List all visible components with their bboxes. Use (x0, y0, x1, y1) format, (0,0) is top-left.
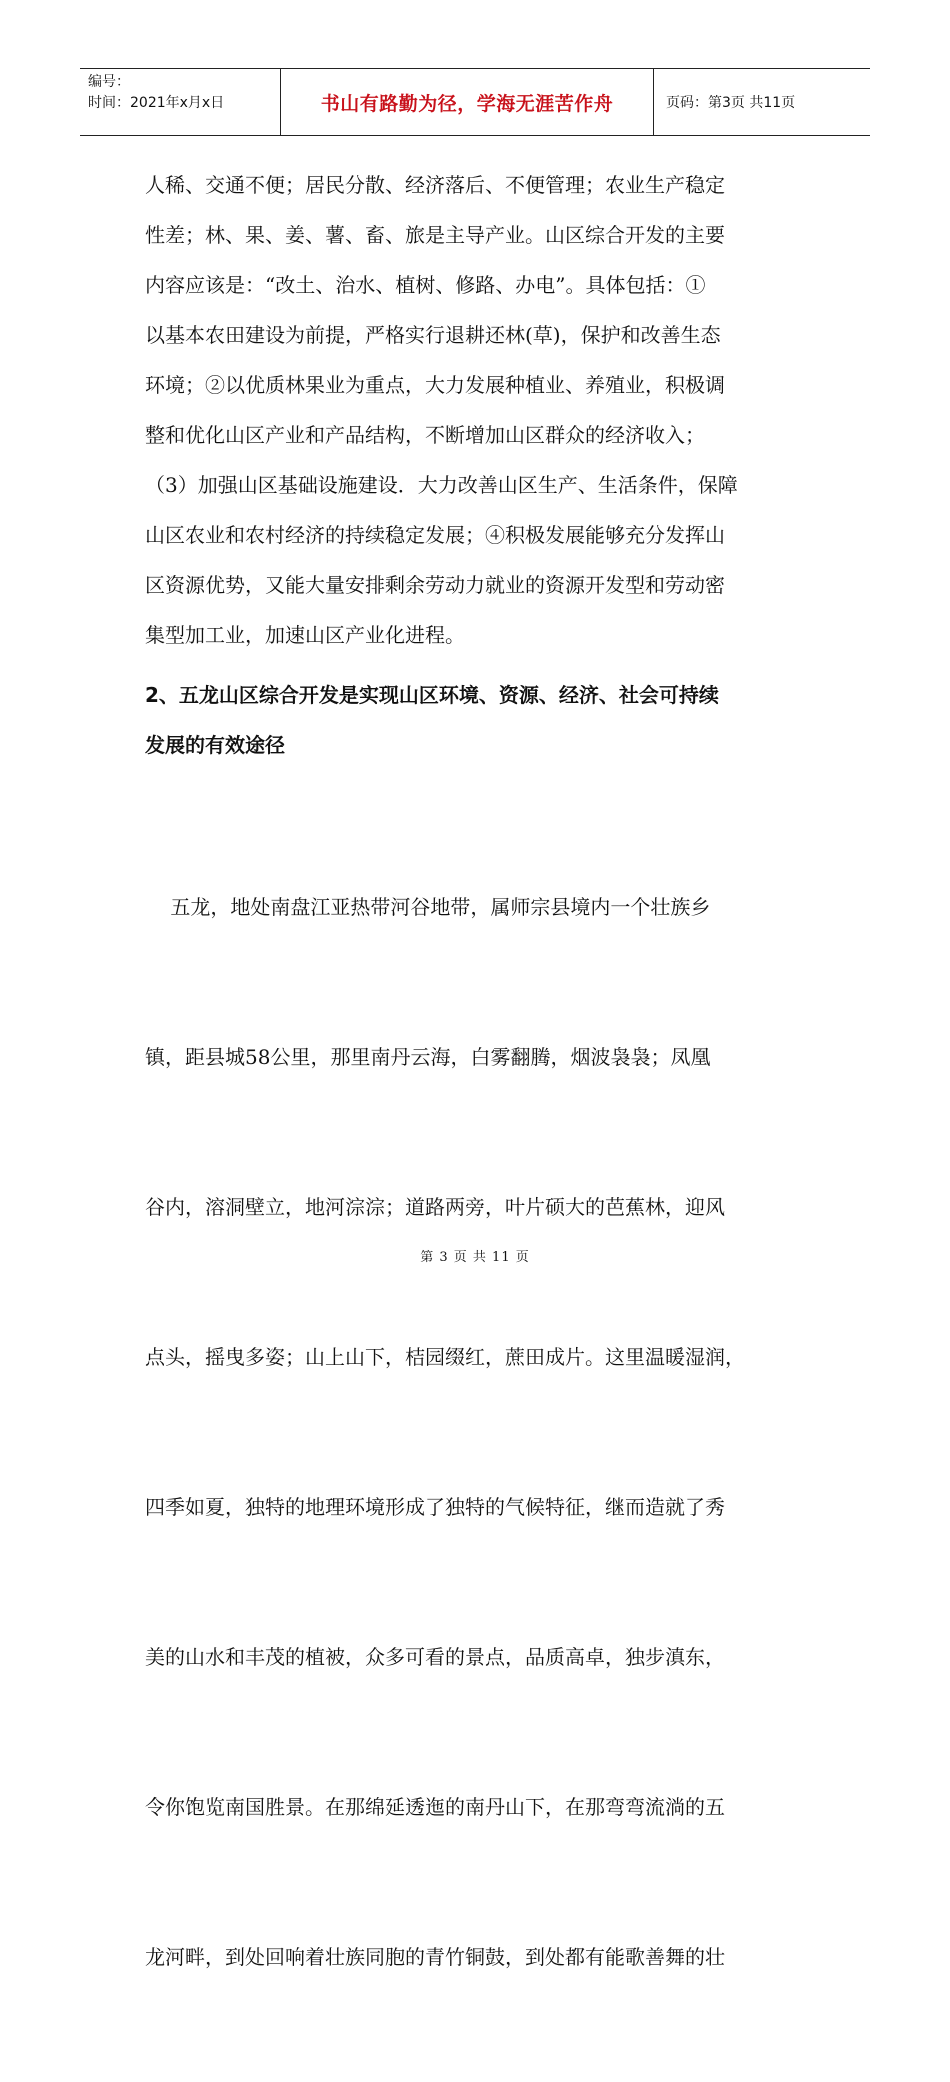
text-line: 以基本农田建设为前提，严格实行退耕还林(草)，保护和改善生态 (145, 323, 721, 347)
header-motto: 书山有路勤为径，学海无涯苦作舟 (320, 92, 614, 115)
text-line: 环境；②以优质林果业为重点，大力发展种植业、养殖业，积极调 (145, 373, 725, 397)
text-line: 性差；林、果、姜、薯、畜、旅是主导产业。山区综合开发的主要 (145, 223, 725, 247)
document-header (80, 68, 870, 136)
text-line: 美的山水和丰茂的植被，众多可看的景点，品质高卓，独步滇东， (145, 1645, 725, 1669)
text-line: 集型加工业，加速山区产业化进程。 (145, 623, 465, 647)
text-line: 谷内，溶洞壁立，地河淙淙；道路两旁，叶片硕大的芭蕉林，迎风 (145, 1195, 725, 1219)
header-meta-cell (80, 69, 280, 135)
body-paragraph-2 (145, 782, 805, 2082)
text-line: 山区农业和农村经济的持续稳定发展；④积极发展能够充分发挥山 (145, 523, 725, 547)
header-motto-cell (280, 69, 654, 135)
text-line: 点头，摇曳多姿；山上山下，桔园缀红，蔗田成片。这里温暖湿润， (145, 1345, 745, 1369)
document-time-label: 时间：2021年x月x日 (88, 95, 225, 111)
text-line: 整和优化山区产业和产品结构，不断增加山区群众的经济收入； (145, 423, 705, 447)
text-line: 区资源优势，又能大量安排剩余劳动力就业的资源开发型和劳动密 (145, 573, 725, 597)
header-page-cell (654, 69, 870, 135)
page-footer: 第 3 页 共 11 页 (420, 1250, 530, 1265)
text-line: 五龙，地处南盘江亚热带河谷地带，属师宗县境内一个壮族乡 (145, 895, 711, 919)
text-line: 令你饱览南国胜景。在那绵延透迤的南丹山下，在那弯弯流淌的五 (145, 1795, 725, 1819)
section-heading-2 (145, 670, 805, 770)
text-line: 龙河畔，到处回响着壮族同胞的青竹铜鼓，到处都有能歌善舞的壮 (145, 1945, 725, 1969)
document-number-label: 编号： (88, 74, 130, 90)
text-line: （3）加强山区基础设施建设．大力改善山区生产、生活条件，保障 (145, 473, 738, 497)
header-page-number: 页码：第3页 共11页 (666, 95, 796, 111)
text-line: 人稀、交通不便；居民分散、经济落后、不便管理；农业生产稳定 (145, 173, 725, 197)
text-line: 镇，距县城58公里，那里南丹云海，白雾翻腾，烟波袅袅；凤凰 (145, 1045, 711, 1069)
heading-line: 2、五龙山区综合开发是实现山区环境、资源、经济、社会可持续 (145, 683, 719, 707)
text-line: 内容应该是：“改土、治水、植树、修路、办电”。具体包括：① (145, 273, 706, 297)
text-line: 四季如夏，独特的地理环境形成了独特的气候特征，继而造就了秀 (145, 1495, 725, 1519)
body-paragraph-1 (145, 160, 805, 660)
document-body (145, 160, 805, 2082)
heading-line: 发展的有效途径 (145, 733, 285, 757)
